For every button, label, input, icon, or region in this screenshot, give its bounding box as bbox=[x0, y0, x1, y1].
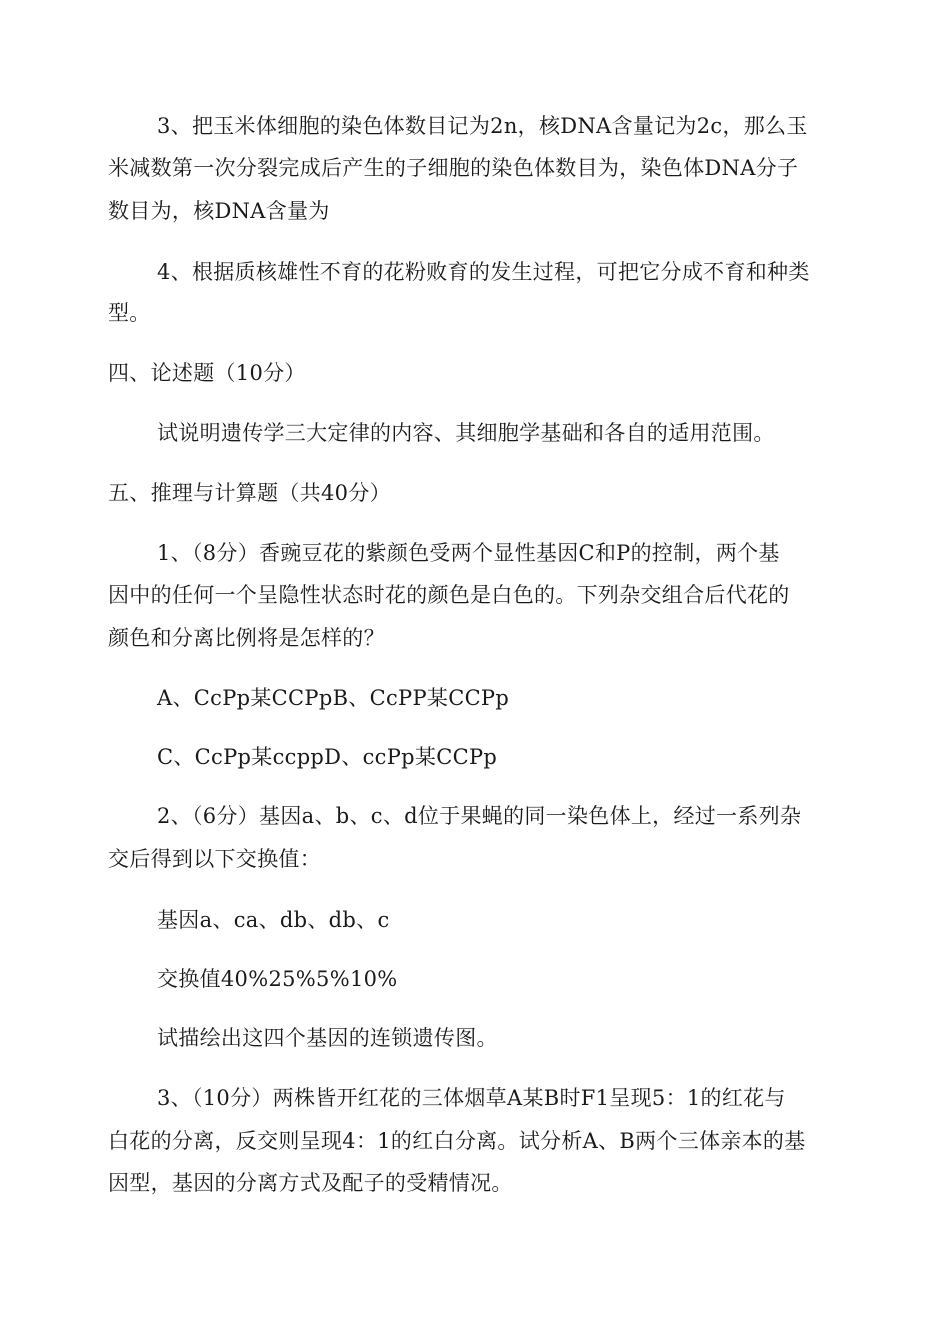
section5-heading: 五、推理与计算题（共40分） bbox=[108, 481, 391, 505]
s5-q3-line-1: 3、（10分）两株皆开红花的三体烟草A某B时F1呈现5：1的红花与 bbox=[157, 1086, 786, 1110]
s5-q2-line-1: 2、（6分）基因a、b、c、d位于果蝇的同一染色体上，经过一系列杂 bbox=[157, 804, 802, 828]
q3-fill-line-3: 数目为，核DNA含量为 bbox=[108, 199, 330, 223]
s5-q1-line-3: 颜色和分离比例将是怎样的？ bbox=[108, 626, 385, 650]
s5-q3-line-2: 白花的分离，反交则呈现4：1的红白分离。试分析A、B两个三体亲本的基 bbox=[108, 1129, 806, 1153]
s5-q2-values: 交换值40%25%5%10% bbox=[157, 967, 398, 991]
s5-q2-genes: 基因a、ca、db、db、c bbox=[157, 908, 390, 932]
s5-q1-options-cd: C、CcPp某ccppD、ccPp某CCPp bbox=[157, 745, 498, 769]
s5-q2-task: 试描绘出这四个基因的连锁遗传图。 bbox=[157, 1026, 498, 1050]
q4-fill-line-1: 4、根据质核雄性不育的花粉败育的发生过程，可把它分成不育和种类 bbox=[157, 260, 810, 284]
section4-heading: 四、论述题（10分） bbox=[108, 361, 306, 385]
s5-q1-line-2: 因中的任何一个呈隐性状态时花的颜色是白色的。下列杂交组合后代花的 bbox=[108, 583, 790, 607]
q4-fill-line-2: 型。 bbox=[108, 301, 151, 325]
q3-fill-line-2: 米减数第一次分裂完成后产生的子细胞的染色体数目为，染色体DNA分子 bbox=[108, 156, 799, 180]
s5-q3-line-3: 因型，基因的分离方式及配子的受精情况。 bbox=[108, 1171, 513, 1195]
s5-q2-line-2: 交后得到以下交换值： bbox=[108, 847, 321, 871]
section4-question: 试说明遗传学三大定律的内容、其细胞学基础和各自的适用范围。 bbox=[157, 421, 775, 445]
s5-q1-options-ab: A、CcPp某CCPpB、CcPP某CCPp bbox=[157, 686, 510, 710]
s5-q1-line-1: 1、（8分）香豌豆花的紫颜色受两个显性基因C和P的控制，两个基 bbox=[157, 541, 780, 565]
q3-fill-line-1: 3、把玉米体细胞的染色体数目记为2n，核DNA含量记为2c，那么玉 bbox=[157, 114, 808, 138]
